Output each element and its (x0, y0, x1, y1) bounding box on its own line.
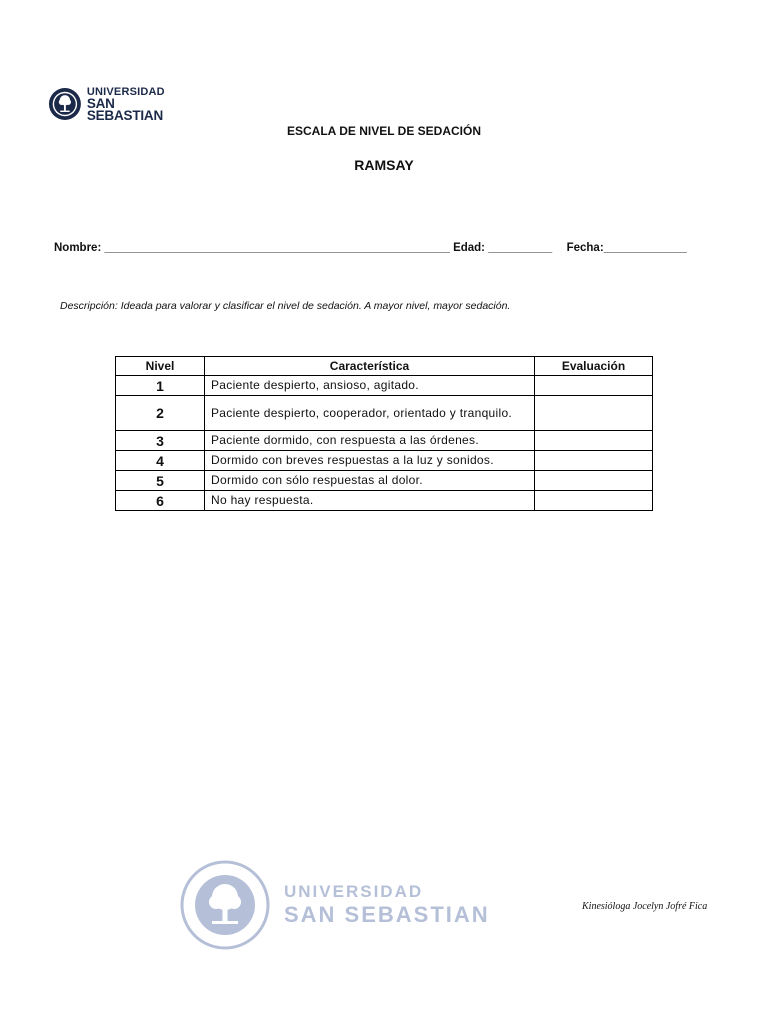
edad-label: Edad: (453, 242, 486, 254)
fecha-label: Fecha: (566, 242, 604, 254)
logo-line2: SAN SEBASTIAN (86, 96, 164, 123)
ramsay-table (115, 356, 653, 511)
watermark-seal-icon (180, 860, 270, 950)
header-evaluacion: Evaluación (535, 357, 653, 376)
evaluacion-cell[interactable] (535, 451, 653, 471)
nombre-field[interactable]: ______________________________________________________ (104, 242, 450, 254)
patient-fields (54, 242, 687, 254)
caracteristica-cell: Paciente despierto, cooperador, orientado y tranquilo. (205, 396, 535, 431)
watermark-line2: SAN SEBASTIAN (284, 902, 490, 927)
document-subtitle: RAMSAY (354, 157, 414, 173)
watermark-line1: UNIVERSIDAD (284, 882, 424, 901)
evaluacion-cell[interactable] (535, 471, 653, 491)
caracteristica-cell: No hay respuesta. (205, 491, 535, 511)
caracteristica-cell: Dormido con breves respuestas a la luz y sonidos. (205, 451, 535, 471)
document-title: ESCALA DE NIVEL DE SEDACIÓN (286, 124, 482, 138)
table-row (116, 396, 653, 431)
nivel-cell: 4 (116, 451, 205, 471)
watermark-logo (180, 860, 520, 950)
description: Descripción: Ideada para valorar y clasificar el nivel de sedación. A mayor nivel, mayor sedación. (60, 300, 511, 312)
caracteristica-cell: Paciente dormido, con respuesta a las órdenes. (205, 431, 535, 451)
table-row (116, 431, 653, 451)
fecha-field[interactable]: _____________ (603, 242, 687, 254)
evaluacion-cell[interactable] (535, 396, 653, 431)
nombre-label: Nombre: (54, 242, 102, 254)
evaluacion-cell[interactable] (535, 491, 653, 511)
header-nivel: Nivel (116, 357, 205, 376)
nivel-cell: 1 (116, 376, 205, 396)
university-logo (48, 84, 188, 124)
evaluacion-cell[interactable] (535, 431, 653, 451)
table-row (116, 376, 653, 396)
caracteristica-cell: Paciente despierto, ansioso, agitado. (205, 376, 535, 396)
evaluacion-cell[interactable] (535, 376, 653, 396)
nivel-cell: 3 (116, 431, 205, 451)
nivel-cell: 6 (116, 491, 205, 511)
table-row (116, 491, 653, 511)
table-header-row (116, 357, 653, 376)
nivel-cell: 5 (116, 471, 205, 491)
author-signature: Kinesióloga Jocelyn Jofré Fica (582, 901, 708, 912)
header-caracteristica: Característica (205, 357, 535, 376)
logo-line1: UNIVERSIDAD (86, 86, 165, 98)
edad-field[interactable]: __________ (488, 242, 553, 254)
caracteristica-cell: Dormido con sólo respuestas al dolor. (205, 471, 535, 491)
table-row (116, 471, 653, 491)
table-row (116, 451, 653, 471)
university-seal-icon (48, 86, 82, 122)
nivel-cell: 2 (116, 396, 205, 431)
